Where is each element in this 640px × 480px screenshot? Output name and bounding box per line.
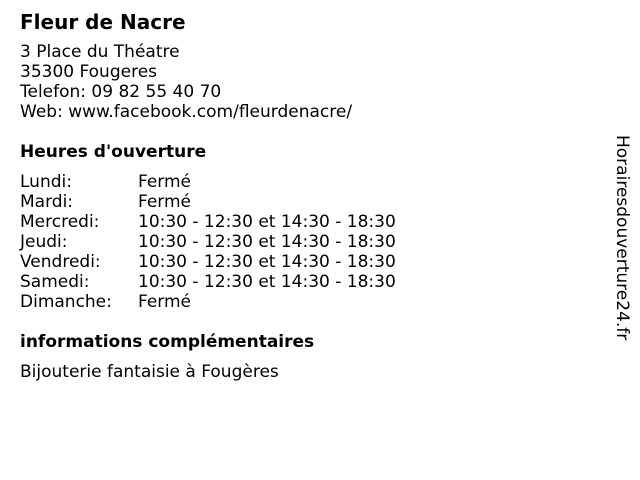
time-value: Fermé xyxy=(138,172,192,192)
hours-row-wednesday xyxy=(20,212,580,232)
time-value: 10:30 - 12:30 et 14:30 - 18:30 xyxy=(138,252,396,272)
day-label: Mercredi: xyxy=(20,212,100,232)
time-value: Fermé xyxy=(138,292,192,312)
phone-number: Telefon: 09 82 55 40 70 xyxy=(20,82,222,102)
time-value: 10:30 - 12:30 et 14:30 - 18:30 xyxy=(138,272,396,292)
hours-row-monday xyxy=(20,172,580,192)
website: Web: www.facebook.com/fleurdenacre/ xyxy=(20,102,353,122)
address-street: 3 Place du Théatre xyxy=(20,42,180,62)
site-watermark: Horairesdouverture24.fr xyxy=(612,135,632,341)
time-value: Fermé xyxy=(138,192,192,212)
info-text: Bijouterie fantaisie à Fougères xyxy=(20,362,279,382)
hours-table xyxy=(20,172,580,312)
day-label: Mardi: xyxy=(20,192,74,212)
hours-row-sunday xyxy=(20,292,580,312)
address-city: 35300 Fougeres xyxy=(20,62,158,82)
hours-heading: Heures d'ouverture xyxy=(20,142,207,162)
info-heading: informations complémentaires xyxy=(20,332,315,352)
hours-row-tuesday xyxy=(20,192,580,212)
day-label: Lundi: xyxy=(20,172,72,192)
business-name: Fleur de Nacre xyxy=(20,10,186,34)
business-card xyxy=(20,10,580,382)
hours-row-thursday xyxy=(20,232,580,252)
time-value: 10:30 - 12:30 et 14:30 - 18:30 xyxy=(138,212,396,232)
address-block xyxy=(20,42,580,122)
time-value: 10:30 - 12:30 et 14:30 - 18:30 xyxy=(138,232,396,252)
day-label: Jeudi: xyxy=(20,232,68,252)
hours-row-friday xyxy=(20,252,580,272)
day-label: Vendredi: xyxy=(20,252,101,272)
day-label: Dimanche: xyxy=(20,292,112,312)
day-label: Samedi: xyxy=(20,272,90,292)
hours-row-saturday xyxy=(20,272,580,292)
